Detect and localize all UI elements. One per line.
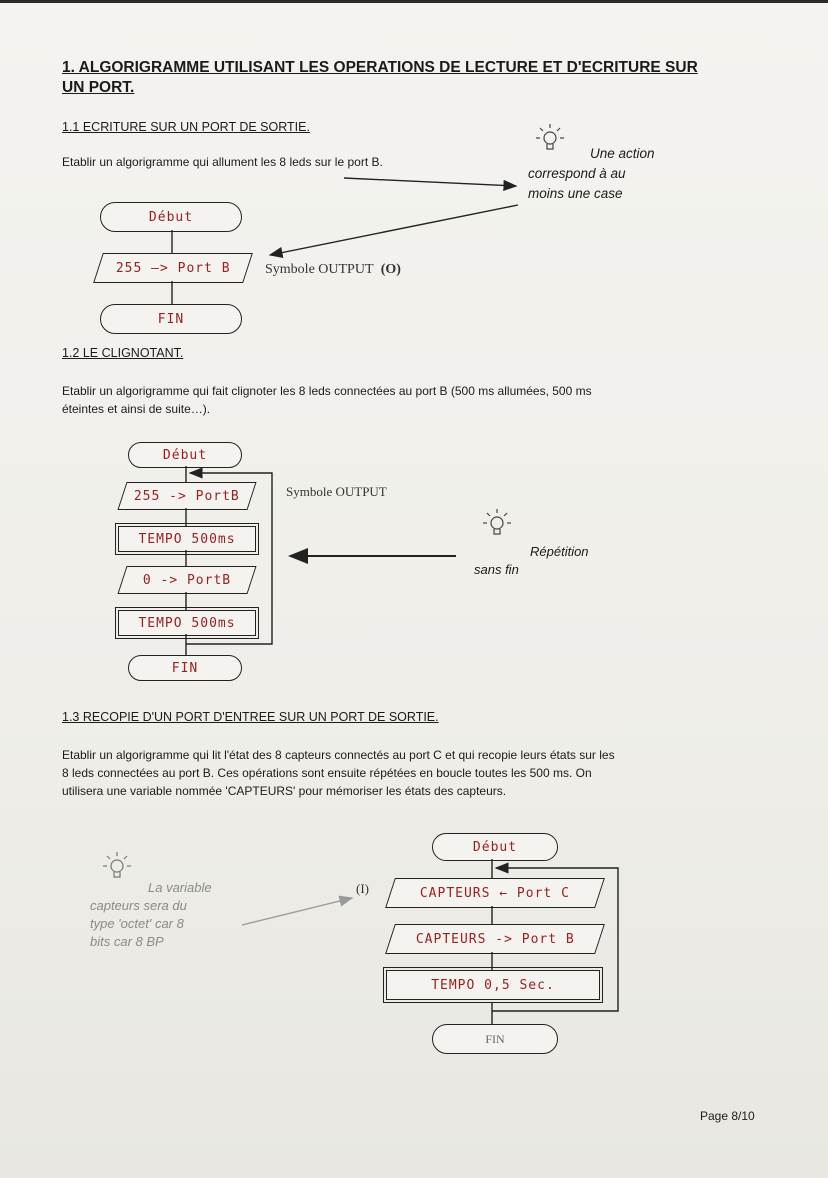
flow-1-2-step2-label: TEMPO 500ms: [138, 531, 236, 547]
text-1-2-line1: Etablir un algorigramme qui fait clignoter les 8 leds connectées au port B (500 ms allumées, 500 ms: [62, 384, 592, 398]
flow-1-3-start-label: Début: [472, 839, 518, 855]
flow-1-1-end-label: FIN: [157, 311, 185, 327]
flow-1-3-step1-label: CAPTEURS ← Port C: [419, 885, 571, 901]
text-1-3-line2: 8 leds connectées au port B. Ces opérations sont ensuite répétées en boucle toutes les 500 ms. On: [62, 766, 592, 780]
heading-1-2: 1.2 LE CLIGNOTANT.: [62, 346, 184, 360]
note-1-3-line3: type 'octet' car 8: [90, 916, 184, 931]
text-1-1: Etablir un algorigramme qui allument les 8 leds sur le port B.: [62, 155, 383, 169]
flow-1-2-loop: [186, 473, 272, 644]
flow-1-3-step2-label: CAPTEURS -> Port B: [415, 931, 575, 947]
note-1-1-line3: moins une case: [528, 186, 623, 201]
heading-1-1: 1.1 ECRITURE SUR UN PORT DE SORTIE.: [62, 120, 310, 134]
flow-1-2-end-label: FIN: [171, 660, 199, 676]
flow-1-3-loop: [492, 868, 618, 1011]
flow-1-2-step4-label: TEMPO 500ms: [138, 615, 236, 631]
note-1-2-line1: Répétition: [530, 544, 589, 559]
lightbulb-icon: [483, 509, 511, 534]
flow-1-3-step3-label: TEMPO 0,5 Sec.: [431, 977, 555, 993]
text-1-3-line1: Etablir un algorigramme qui lit l'état des 8 capteurs connectés au port C et qui recopie leurs états sur les: [62, 748, 615, 762]
note-1-1-line1: Une action: [590, 146, 655, 161]
arrow-variable-note: [242, 898, 352, 925]
note-1-3-line1: La variable: [148, 880, 212, 895]
note-1-3-line4: bits car 8 BP: [90, 934, 164, 949]
section-title: 1. ALGORIGRAMME UTILISANT LES OPERATIONS DE LECTURE ET D'ECRITURE SUR: [62, 59, 698, 76]
flow-1-2-step1-label: 255 -> PortB: [134, 488, 240, 504]
section-title-line2: UN PORT.: [62, 79, 135, 96]
note-1-2-line2: sans fin: [474, 562, 519, 577]
flow-1-1-start-label: Début: [148, 209, 194, 225]
symbol-output-text: Symbole OUTPUT: [265, 262, 374, 277]
symbol-output-code: (O): [380, 262, 401, 277]
note-1-3-line2: capteurs sera du: [90, 898, 187, 913]
flow-1-2-start-label: Début: [162, 447, 208, 463]
input-symbol-label: (I): [356, 881, 369, 896]
page-number: Page 8/10: [700, 1109, 755, 1123]
flow-1-3-end-label: FIN: [485, 1031, 505, 1046]
arrow-note-to-output: [270, 205, 518, 255]
note-1-1-line2: correspond à au: [528, 166, 626, 181]
text-1-2-line2: éteintes et ainsi de suite…).: [62, 402, 211, 416]
arrow-text-to-note: [344, 178, 516, 186]
symbol-output-label-2: Symbole OUTPUT: [286, 484, 387, 499]
text-1-3-line3: utilisera une variable nommée 'CAPTEURS' pour mémoriser les états des capteurs.: [62, 784, 507, 798]
lightbulb-icon: [536, 124, 564, 149]
flow-1-1-output-label: 255 —> Port B: [115, 260, 231, 276]
flow-1-2-step3-label: 0 -> PortB: [142, 572, 232, 588]
lightbulb-icon: [103, 852, 131, 877]
heading-1-3: 1.3 RECOPIE D'UN PORT D'ENTREE SUR UN PORT DE SORTIE.: [62, 710, 439, 724]
